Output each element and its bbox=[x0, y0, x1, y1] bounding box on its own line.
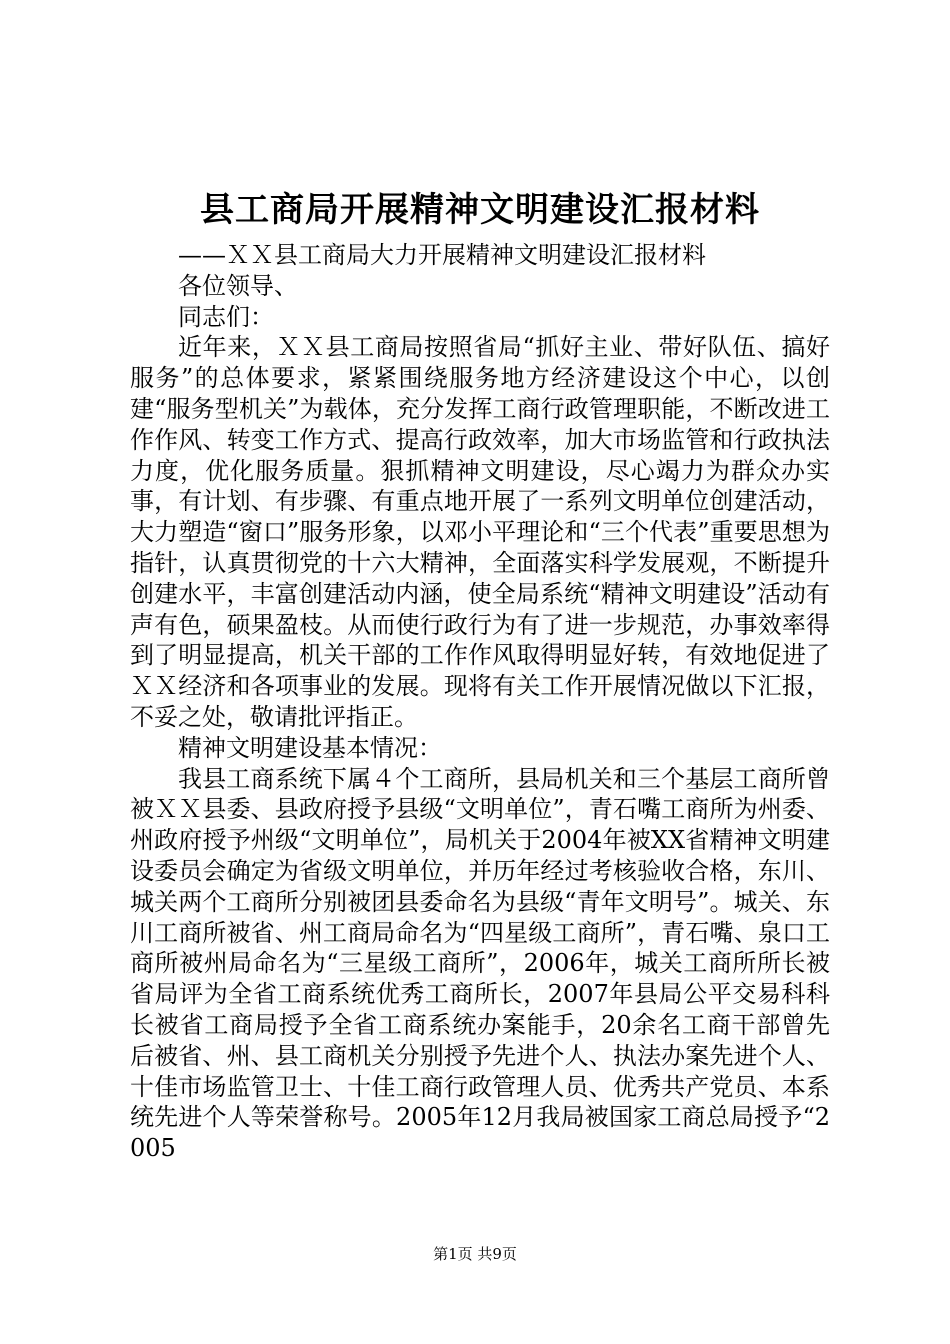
document-title: 县工商局开展精神文明建设汇报材料 bbox=[200, 190, 760, 230]
document-subtitle: ——ＸＸ县工商局大力开展精神文明建设汇报材料 bbox=[178, 241, 706, 269]
salutation-leaders: 各位领导、 bbox=[178, 271, 298, 300]
paragraph-intro: 近年来，ＸＸ县工商局按照省局“抓好主业、带好队伍、搞好服务”的总体要求，紧紧围绕服务地方经济建设这个中心，以创建“服务型机关”为载体，充分发挥工商行政管理职能，不断改进工作作风、转变工作方式、提高行政效率，加大市场监管和行政执法力度，优化服务质量。狠抓精神文明建设，尽心竭力为群众办实事，有计划、有步骤、有重点地开展了一系列文明单位创建活动，大力塑造“窗口”服务形象，以邓小平理论和“三个代表”重要思想为指针，认真贯彻党的十六大精神，全面落实科学发展观，不断提升创建水平，丰富创建活动内涵，使全局系统“精神文明建设”活动有声有色，硕果盈枝。从而使行政行为有了进一步规范，办事效率得到了明显提高，机关干部的工作作风取得明显好转，有效地促进了ＸＸ经济和各项事业的发展。现将有关工作开展情况做以下汇报，不妥之处，敬请批评指正。 bbox=[130, 333, 830, 731]
section-heading-basic-situation: 精神文明建设基本情况： bbox=[178, 733, 442, 762]
paragraph-basic-situation: 我县工商系统下属４个工商所，县局机关和三个基层工商所曾被ＸＸ县委、县政府授予县级“文明单位”，青石嘴工商所为州委、州政府授予州级“文明单位”，局机关于2004年被XX省精神文明建设委员会确定为省级文明单位，并历年经过考核验收合格，东川、城关两个工商所分别被团县委命名为县级“青年文明号”。城关、东川工商所被省、州工商局命名为“四星级工商所”，青石嘴、泉口工商所被州局命名为“三星级工商所”，2006年，城关工商所所长被省局评为全省工商系统优秀工商所长，2007年县局公平交易科科长被省工商局授予全省工商系统办案能手，20余名工商干部曾先后被省、州、县工商机关分别授予先进个人、执法办案先进个人、十佳市场监管卫士、十佳工商行政管理人员、优秀共产党员、本系统先进个人等荣誉称号。2005年12月我局被国家工商总局授予“2005 bbox=[130, 764, 830, 1163]
salutation-comrades: 同志们： bbox=[178, 302, 274, 331]
page-footer: 第1页 共9页 bbox=[433, 1245, 517, 1263]
document-page bbox=[130, 180, 830, 1164]
